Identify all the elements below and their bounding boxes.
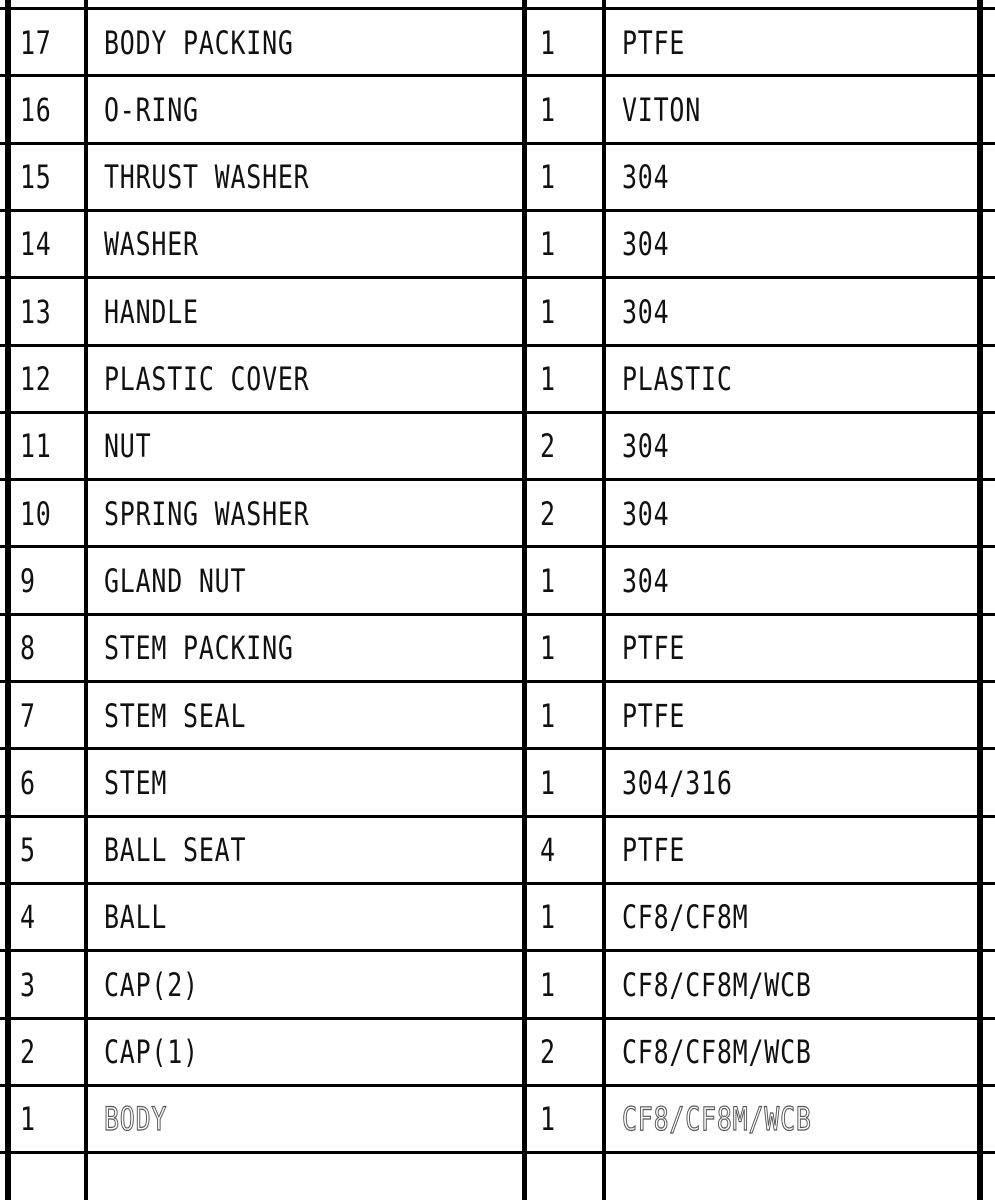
item-number-cell: 7	[20, 696, 36, 735]
table-row	[0, 749, 995, 816]
table-row	[0, 547, 995, 614]
row-divider	[0, 1151, 995, 1154]
quantity-cell: 1	[540, 629, 556, 668]
table-row	[0, 144, 995, 211]
item-number-cell: 11	[20, 427, 52, 466]
part-name-cell: HANDLE	[104, 292, 199, 331]
table-row	[0, 480, 995, 547]
part-name-cell: BODY PACKING	[104, 23, 294, 62]
item-number-cell: 10	[20, 494, 52, 533]
table-row	[0, 951, 995, 1018]
table-row	[0, 817, 995, 884]
quantity-cell: 1	[540, 225, 556, 264]
material-cell: VITON	[622, 90, 702, 129]
part-name-cell: PLASTIC COVER	[104, 360, 310, 398]
material-cell: 304	[622, 494, 670, 533]
material-cell: CF8/CF8M/WCB	[622, 1100, 812, 1139]
item-number-cell: 1	[20, 1100, 36, 1139]
part-name-cell: BALL	[104, 898, 168, 937]
table-row	[0, 9, 995, 76]
part-name-cell: O-RING	[104, 90, 199, 129]
table-row	[0, 682, 995, 749]
item-number-cell: 16	[20, 90, 52, 129]
part-name-cell: THRUST WASHER	[104, 158, 310, 197]
quantity-cell: 1	[540, 561, 556, 600]
quantity-cell: 4	[540, 831, 556, 870]
table-row	[0, 1086, 995, 1153]
material-cell: PTFE	[622, 696, 686, 735]
material-cell: 304	[622, 158, 670, 197]
item-number-cell: 14	[20, 225, 52, 264]
quantity-cell: 1	[540, 90, 556, 129]
quantity-cell: 1	[540, 292, 556, 331]
item-number-cell: 8	[20, 629, 36, 668]
table-row	[0, 278, 995, 345]
item-number-cell: 13	[20, 292, 52, 331]
quantity-cell: 2	[540, 427, 556, 466]
material-cell: PLASTIC	[622, 360, 733, 398]
material-cell: PTFE	[622, 831, 686, 870]
part-name-cell: SPRING WASHER	[104, 494, 310, 533]
quantity-cell: 1	[540, 696, 556, 735]
quantity-cell: 1	[540, 158, 556, 197]
item-number-cell: 4	[20, 898, 36, 937]
table-row	[0, 76, 995, 143]
item-number-cell: 17	[20, 23, 52, 62]
quantity-cell: 1	[540, 1100, 556, 1139]
table-row	[0, 346, 995, 413]
part-name-cell: STEM PACKING	[104, 629, 294, 668]
material-cell: 304	[622, 292, 670, 331]
part-name-cell: STEM	[104, 763, 168, 802]
material-cell: CF8/CF8M	[622, 898, 749, 937]
table-row	[0, 1019, 995, 1086]
quantity-cell: 2	[540, 1033, 556, 1071]
item-number-cell: 12	[20, 360, 52, 398]
item-number-cell: 3	[20, 965, 36, 1004]
quantity-cell: 1	[540, 23, 556, 62]
part-name-cell: BALL SEAT	[104, 831, 247, 870]
quantity-cell: 1	[540, 965, 556, 1004]
quantity-cell: 2	[540, 494, 556, 533]
material-cell: PTFE	[622, 23, 686, 62]
table-row	[0, 211, 995, 278]
part-name-cell: WASHER	[104, 225, 199, 264]
quantity-cell: 1	[540, 763, 556, 802]
table-row	[0, 884, 995, 951]
table-row	[0, 413, 995, 480]
material-cell: 304/316	[622, 763, 733, 802]
quantity-cell: 1	[540, 360, 556, 398]
part-name-cell: GLAND NUT	[104, 561, 247, 600]
quantity-cell: 1	[540, 898, 556, 937]
item-number-cell: 5	[20, 831, 36, 870]
item-number-cell: 9	[20, 561, 36, 600]
item-number-cell: 15	[20, 158, 52, 197]
material-cell: 304	[622, 561, 670, 600]
material-cell: PTFE	[622, 629, 686, 668]
material-cell: 304	[622, 427, 670, 466]
material-cell: CF8/CF8M/WCB	[622, 965, 812, 1004]
part-name-cell: CAP(1)	[104, 1033, 199, 1071]
material-cell: 304	[622, 225, 670, 264]
material-cell: CF8/CF8M/WCB	[622, 1033, 812, 1071]
part-name-cell: STEM SEAL	[104, 696, 247, 735]
table-row	[0, 615, 995, 682]
part-name-cell: BODY	[104, 1100, 168, 1139]
part-name-cell: NUT	[104, 427, 152, 466]
part-name-cell: CAP(2)	[104, 965, 199, 1004]
item-number-cell: 2	[20, 1033, 36, 1071]
item-number-cell: 6	[20, 763, 36, 802]
